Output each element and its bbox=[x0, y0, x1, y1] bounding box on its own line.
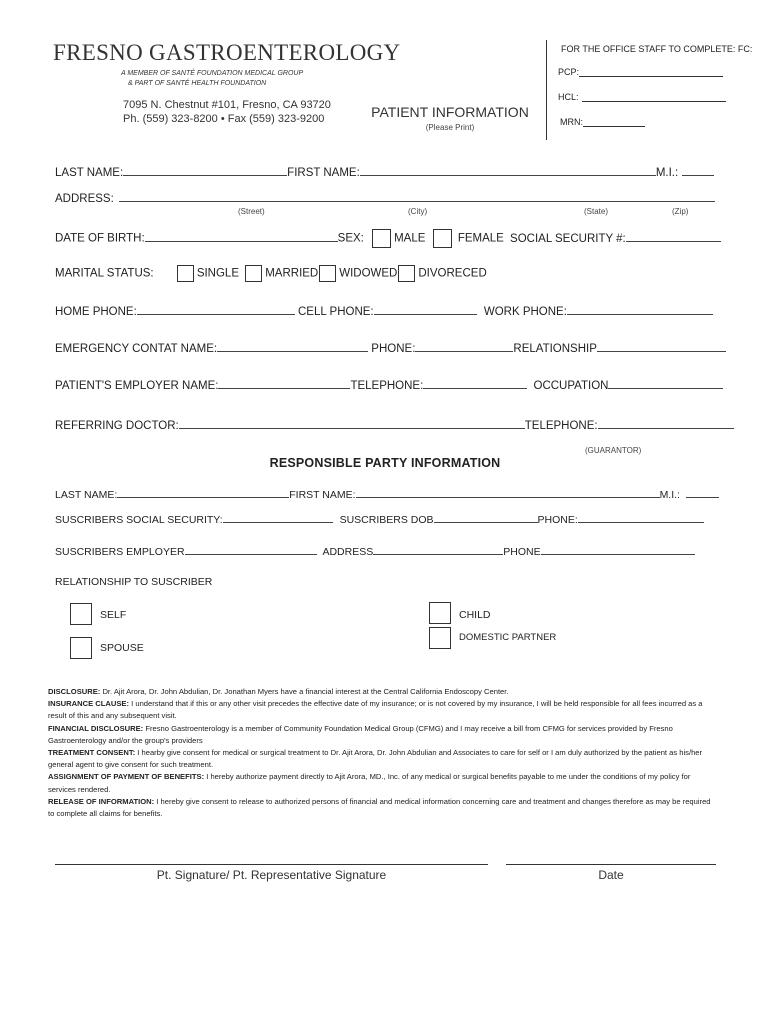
rp-employer-field[interactable] bbox=[185, 543, 317, 555]
financial-disclosure-label: FINANCIAL DISCLOSURE: bbox=[48, 723, 144, 733]
signature-label: Pt. Signature/ Pt. Representative Signature bbox=[156, 868, 387, 882]
referring-telephone-field[interactable] bbox=[598, 417, 734, 429]
referring-row bbox=[55, 417, 734, 432]
referring-telephone-label: TELEPHONE: bbox=[524, 420, 598, 432]
clinic-address: 7095 N. Chestnut #101, Fresno, CA 93720 bbox=[123, 99, 331, 111]
sex-label: SEX: bbox=[337, 232, 364, 245]
assignment-text: I hereby authorize payment directly to Ajit Arora, MD., Inc. of any medical or surgical benefits payable to me under the conditions of my policy for services rendered. bbox=[48, 772, 691, 794]
married-checkbox[interactable] bbox=[245, 265, 262, 282]
mrn-field[interactable] bbox=[560, 117, 645, 127]
mi-field[interactable] bbox=[682, 164, 714, 176]
phone-row bbox=[55, 303, 713, 318]
male-label: MALE bbox=[394, 232, 426, 245]
employer-field[interactable] bbox=[218, 377, 350, 389]
rp-last-name-label: LAST NAME: bbox=[55, 489, 118, 501]
mi-label: M.I.: bbox=[655, 167, 679, 179]
referring-field[interactable] bbox=[179, 417, 525, 429]
rp-phone-label: PHONE: bbox=[537, 514, 578, 526]
rp-ssn-field[interactable] bbox=[223, 511, 333, 523]
date-label: Date bbox=[598, 868, 624, 882]
rp-ssn-label: SUSCRIBERS SOCIAL SECURITY: bbox=[55, 514, 223, 526]
clinic-phone-fax: Ph. (559) 323-8200 • Fax (559) 323-9200 bbox=[123, 113, 325, 125]
emergency-row bbox=[55, 340, 726, 355]
dob-label: DATE OF BIRTH: bbox=[55, 232, 145, 245]
rp-mi-field[interactable] bbox=[686, 486, 719, 498]
relationship-field[interactable] bbox=[597, 340, 726, 352]
rp-first-name-field[interactable] bbox=[356, 486, 660, 498]
rp-address-field[interactable] bbox=[373, 543, 503, 555]
marital-label: MARITAL STATUS: bbox=[55, 267, 154, 280]
divorced-label: DIVORECED bbox=[418, 267, 487, 280]
occupation-label: OCCUPATION bbox=[533, 380, 609, 392]
referring-label: REFERRING DOCTOR: bbox=[55, 420, 179, 432]
brand-name: FRESNO GASTROENTEROLOGY bbox=[53, 40, 401, 65]
rp-dob-field[interactable] bbox=[434, 511, 538, 523]
release-text: I hereby give consent to release to authorized persons of financial and medical information concerning care and treatment and changes therefore as may be required to complete all claims for benefits. bbox=[48, 796, 711, 819]
last-name-field[interactable] bbox=[123, 164, 287, 176]
insurance-clause-paragraph bbox=[48, 698, 718, 722]
hcl-label: HCL: bbox=[558, 92, 579, 102]
emergency-label: EMERGENCY CONTAT NAME: bbox=[55, 343, 218, 355]
rp-first-name-label: FIRST NAME: bbox=[289, 489, 356, 501]
occupation-field[interactable] bbox=[608, 377, 723, 389]
ssn-label: SOCIAL SECURITY #: bbox=[510, 232, 626, 245]
street-label: (Street) bbox=[238, 207, 265, 216]
spouse-checkbox[interactable] bbox=[70, 637, 92, 659]
self-checkbox[interactable] bbox=[70, 603, 92, 625]
rp-mi-label: M.I.: bbox=[659, 489, 680, 501]
child-label: CHILD bbox=[459, 609, 491, 621]
assignment-label: ASSIGNMENT OF PAYMENT OF BENEFITS: bbox=[48, 772, 205, 782]
relationship-label: RELATIONSHIP bbox=[513, 343, 597, 355]
female-label: FEMALE bbox=[457, 232, 504, 245]
mrn-label: MRN: bbox=[560, 117, 583, 127]
form-title: PATIENT INFORMATION bbox=[371, 104, 529, 120]
rp-ssn-row bbox=[55, 511, 704, 526]
city-label: (City) bbox=[408, 207, 428, 216]
date-line[interactable] bbox=[506, 864, 716, 865]
hcl-field[interactable] bbox=[558, 92, 726, 102]
last-name-label: LAST NAME: bbox=[55, 167, 124, 179]
rp-address-label: ADDRESS bbox=[322, 546, 374, 558]
pcp-label: PCP: bbox=[558, 67, 580, 77]
insurance-clause-label: INSURANCE CLAUSE: bbox=[48, 699, 130, 709]
emergency-phone-field[interactable] bbox=[415, 340, 513, 352]
female-checkbox[interactable] bbox=[433, 229, 452, 248]
work-phone-field[interactable] bbox=[567, 303, 713, 315]
divorced-checkbox[interactable] bbox=[398, 265, 415, 282]
address-field[interactable] bbox=[119, 190, 715, 202]
employer-label: PATIENT'S EMPLOYER NAME: bbox=[55, 380, 219, 392]
rp-phone-field[interactable] bbox=[578, 511, 704, 523]
widowed-label: WIDOWED bbox=[339, 267, 398, 280]
rp-last-name-field[interactable] bbox=[117, 486, 289, 498]
work-phone-label: WORK PHONE: bbox=[483, 306, 567, 318]
name-row bbox=[55, 164, 714, 179]
rp-employer-label: SUSCRIBERS EMPLOYER bbox=[55, 546, 185, 558]
domestic-partner-label: DOMESTIC PARTNER bbox=[459, 632, 557, 643]
insurance-clause-text: I understand that if this or any other visit precedes the effective date of my insurance; or is not covered by my insurance, I will be held responsible for all fees incurred as a result of this and any subsequent visit. bbox=[48, 699, 703, 721]
cell-phone-label: CELL PHONE: bbox=[298, 306, 374, 318]
rp-dob-label: SUSCRIBERS DOB bbox=[339, 514, 434, 526]
single-checkbox[interactable] bbox=[177, 265, 194, 282]
emergency-phone-label: PHONE: bbox=[371, 343, 416, 355]
employer-telephone-field[interactable] bbox=[423, 377, 527, 389]
employer-row bbox=[55, 377, 723, 392]
financial-disclosure-text: Fresno Gastroenterology is a member of Community Foundation Medical Group (CFMG) and I may receive a bill from CFMG for services provided by Fresno Gastroenterology and/or the group's providers bbox=[48, 723, 673, 745]
disclosure-text: Dr. Ajit Arora, Dr. John Abdulian, Dr. Jonathan Myers have a financial interest at the Central California Endoscopy Center. bbox=[100, 687, 509, 696]
male-checkbox[interactable] bbox=[372, 229, 391, 248]
responsible-party-title: RESPONSIBLE PARTY INFORMATION bbox=[269, 456, 501, 470]
disclosure-block bbox=[48, 686, 718, 820]
self-label: SELF bbox=[100, 609, 127, 621]
member-line-1: A MEMBER OF SANTÉ FOUNDATION MEDICAL GROUP bbox=[121, 70, 304, 77]
spouse-label: SPOUSE bbox=[100, 642, 144, 654]
assignment-paragraph bbox=[48, 771, 718, 795]
release-paragraph bbox=[48, 796, 718, 820]
single-label: SINGLE bbox=[196, 267, 239, 280]
first-name-label: FIRST NAME: bbox=[287, 167, 360, 179]
disclosure-paragraph bbox=[48, 686, 718, 698]
signature-line[interactable] bbox=[55, 864, 488, 865]
married-label: MARRIED bbox=[265, 267, 319, 280]
ssn-field[interactable] bbox=[626, 230, 721, 242]
first-name-field[interactable] bbox=[360, 164, 656, 176]
rp-name-row bbox=[55, 486, 719, 501]
home-phone-label: HOME PHONE: bbox=[55, 306, 137, 318]
treatment-consent-label: TREATMENT CONSENT: bbox=[48, 748, 136, 758]
member-line-2: & PART OF SANTÉ HEALTH FOUNDATION bbox=[128, 80, 267, 87]
emergency-name-field[interactable] bbox=[217, 340, 368, 352]
office-staff-title: FOR THE OFFICE STAFF TO COMPLETE: FC: bbox=[561, 44, 753, 54]
treatment-consent-text: I hearby give consent for medical or surgical treatment to Dr. Ajit Arora, Dr. John Abdulian and Associates to care for self or I am duly authorized by the patient as his/her general agent to give consent for such treatment. bbox=[48, 748, 703, 770]
dob-field[interactable] bbox=[145, 230, 338, 242]
release-label: RELEASE OF INFORMATION: bbox=[48, 796, 155, 806]
home-phone-field[interactable] bbox=[137, 303, 295, 315]
widowed-checkbox[interactable] bbox=[319, 265, 336, 282]
domestic-partner-checkbox[interactable] bbox=[429, 627, 451, 649]
rp-phone2-field[interactable] bbox=[541, 543, 695, 555]
marital-row bbox=[55, 265, 487, 282]
rp-phone2-label: PHONE bbox=[503, 546, 541, 558]
disclosure-label: DISCLOSURE: bbox=[48, 687, 101, 696]
form-subtitle: (Please Print) bbox=[425, 123, 475, 132]
treatment-consent-paragraph bbox=[48, 747, 718, 771]
guarantor-label: (GUARANTOR) bbox=[585, 446, 642, 455]
child-checkbox[interactable] bbox=[429, 602, 451, 624]
employer-telephone-label: TELEPHONE: bbox=[350, 380, 424, 392]
rp-employer-row bbox=[55, 543, 695, 558]
financial-disclosure-paragraph bbox=[48, 723, 718, 747]
pcp-field[interactable] bbox=[558, 67, 723, 77]
zip-label: (Zip) bbox=[672, 207, 689, 216]
cell-phone-field[interactable] bbox=[374, 303, 477, 315]
address-label: ADDRESS: bbox=[55, 193, 114, 205]
rp-relationship-label: RELATIONSHIP TO SUSCRIBER bbox=[55, 576, 213, 588]
header-divider bbox=[546, 40, 547, 140]
address-row bbox=[55, 190, 715, 205]
state-label: (State) bbox=[584, 207, 609, 216]
dob-row bbox=[55, 229, 721, 248]
